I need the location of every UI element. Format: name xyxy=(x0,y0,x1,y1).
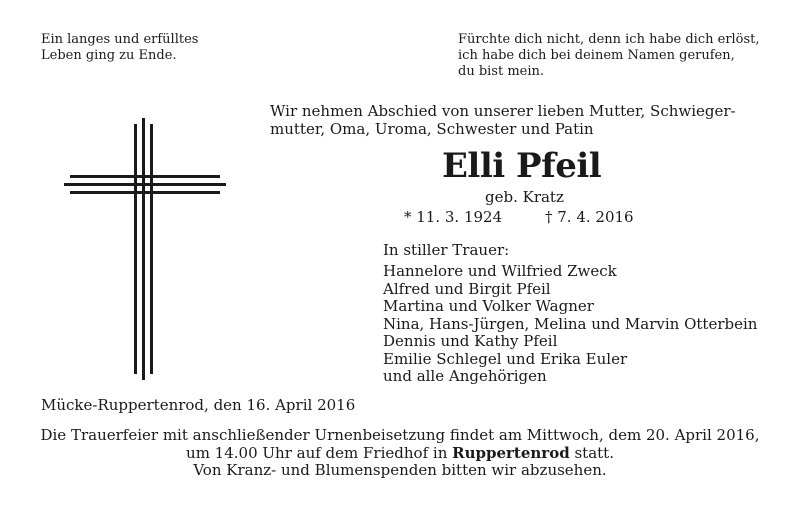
birth-date: * 11. 3. 1924 xyxy=(404,208,503,226)
maiden-name: geb. Kratz xyxy=(485,188,564,206)
flowers-note: Von Kranz- und Blumenspenden bitten wir abzusehen. xyxy=(193,461,607,479)
bible-verse xyxy=(458,32,760,80)
mourner-entry: Hannelore und Wilfried Zweck xyxy=(383,262,617,280)
verse-line: ich habe dich bei deinem Namen gerufen, xyxy=(458,48,735,63)
funeral-line: Die Trauerfeier mit anschließender Urnenbeisetzung findet am Mittwoch, dem 20. April 2016, xyxy=(40,426,760,444)
place-date: Mücke-Ruppertenrod, den 16. April 2016 xyxy=(41,396,356,414)
deceased-name: Elli Pfeil xyxy=(442,146,602,186)
verse-line: du bist mein. xyxy=(458,64,545,79)
quote-line: Leben ging zu Ende. xyxy=(41,48,177,63)
funeral-line-text: statt. xyxy=(569,443,614,462)
intro-text xyxy=(270,103,736,138)
mourners-list xyxy=(383,263,757,386)
mourner-entry: Nina, Hans-Jürgen, Melina und Marvin Otterbein xyxy=(383,314,758,333)
death-date: † 7. 4. 2016 xyxy=(545,208,634,226)
verse-line: Fürchte dich nicht, denn ich habe dich erlöst, xyxy=(458,32,760,47)
intro-line: mutter, Oma, Uroma, Schwester und Patin xyxy=(270,119,594,138)
mourner-entry: Martina und Volker Wagner xyxy=(383,297,594,315)
mourner-entry: Emilie Schlegel und Erika Euler xyxy=(383,349,628,368)
mourner-entry: und alle Angehörigen xyxy=(383,367,547,385)
intro-line: Wir nehmen Abschied von unserer lieben Mutter, Schwieger- xyxy=(270,102,736,120)
mourner-entry: Dennis und Kathy Pfeil xyxy=(383,332,558,350)
funeral-line xyxy=(0,445,800,463)
cemetery-location: Ruppertenrod xyxy=(452,443,570,462)
cross-icon xyxy=(60,118,230,384)
top-left-quote xyxy=(41,32,198,64)
funeral-info xyxy=(0,427,800,480)
mourners-heading: In stiller Trauer: xyxy=(383,241,510,259)
funeral-line-text: um 14.00 Uhr auf dem Friedhof in xyxy=(186,443,453,462)
quote-line: Ein langes und erfülltes xyxy=(41,32,199,47)
mourner-entry: Alfred und Birgit Pfeil xyxy=(383,279,551,298)
